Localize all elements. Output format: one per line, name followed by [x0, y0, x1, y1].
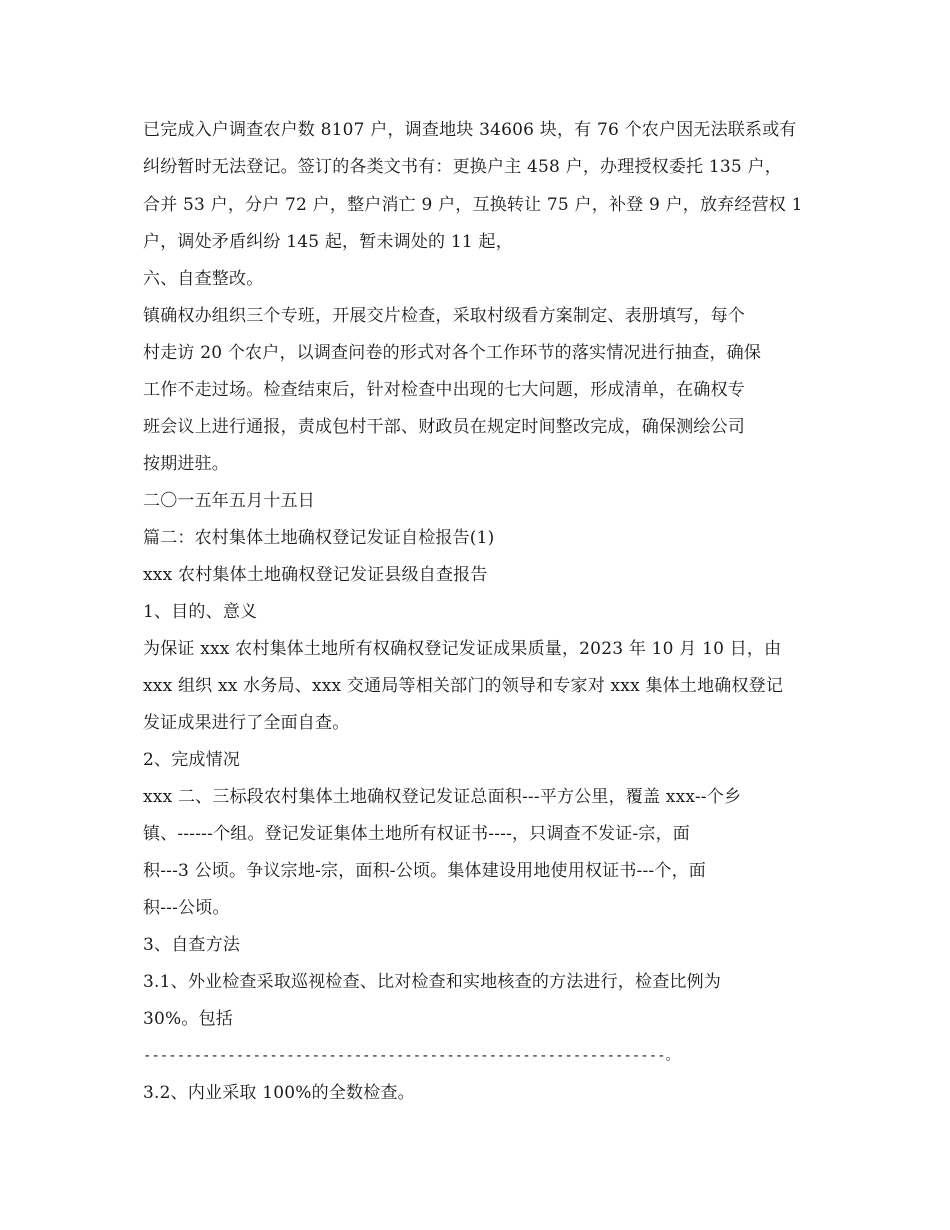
section-heading: 3、自查方法	[143, 935, 241, 955]
text-line: 村走访 20 个农户，以调查问卷的形式对各个工作环节的落实情况进行抽查，确保	[143, 343, 762, 363]
text-line: 30%。包括	[143, 1009, 233, 1029]
text-line: 合并 53 户，分户 72 户，整户消亡 9 户，互换转让 75 户，补登 9 户，放弃经营权 1	[143, 195, 803, 215]
text-line: 3.2、内业采取 100%的全数检查。	[143, 1083, 415, 1103]
section-heading: 六、自查整改。	[143, 269, 264, 289]
chapter-title: 篇二：农村集体土地确权登记发证自检报告(1)	[143, 528, 495, 548]
section-heading: 1、目的、意义	[143, 602, 258, 622]
text-line: 发证成果进行了全面自查。	[143, 713, 350, 733]
report-title: xxx 农村集体土地确权登记发证县级自查报告	[143, 565, 488, 585]
text-line: 纠纷暂时无法登记。签订的各类文书有：更换户主 458 户，办理授权委托 135 户，	[143, 157, 782, 177]
dash-fill-line: --------------------------------------------------------------。	[143, 1048, 680, 1064]
text-line: 工作不走过场。检查结束后，针对检查中出现的七大问题，形成清单，在确权专	[143, 380, 745, 400]
text-line: 户，调处矛盾纠纷 145 起，暂未调处的 11 起，	[143, 232, 513, 252]
text-line: 按期进驻。	[143, 454, 229, 474]
text-line: 镇、------个组。登记发证集体土地所有权证书----，只调查不发证-宗，面	[143, 824, 690, 844]
text-line: 积---公顷。	[143, 898, 230, 918]
text-line: 为保证 xxx 农村集体土地所有权确权登记发证成果质量，2023 年 10 月 10 日，由	[143, 639, 782, 659]
section-heading: 2、完成情况	[143, 750, 241, 770]
text-line: 3.1、外业检查采取巡视检查、比对检查和实地核查的方法进行，检查比例为	[143, 972, 722, 992]
text-line: 积---3 公顷。争议宗地-宗，面积-公顷。集体建设用地使用权证书---个，面	[143, 861, 706, 881]
text-line: xxx 二、三标段农村集体土地确权登记发证总面积---平方公里，覆盖 xxx--个乡	[143, 787, 742, 807]
date-line: 二〇一五年五月十五日	[143, 491, 315, 511]
text-line: 班会议上进行通报，责成包村干部、财政员在规定时间整改完成，确保测绘公司	[143, 417, 745, 437]
text-line: xxx 组织 xx 水务局、xxx 交通局等相关部门的领导和专家对 xxx 集体土地确权登记	[143, 676, 784, 696]
text-line: 已完成入户调查农户数 8107 户，调查地块 34606 块，有 76 个农户因无法联系或有	[143, 120, 797, 140]
text-line: 镇确权办组织三个专班，开展交片检查，采取村级看方案制定、表册填写，每个	[143, 306, 745, 326]
